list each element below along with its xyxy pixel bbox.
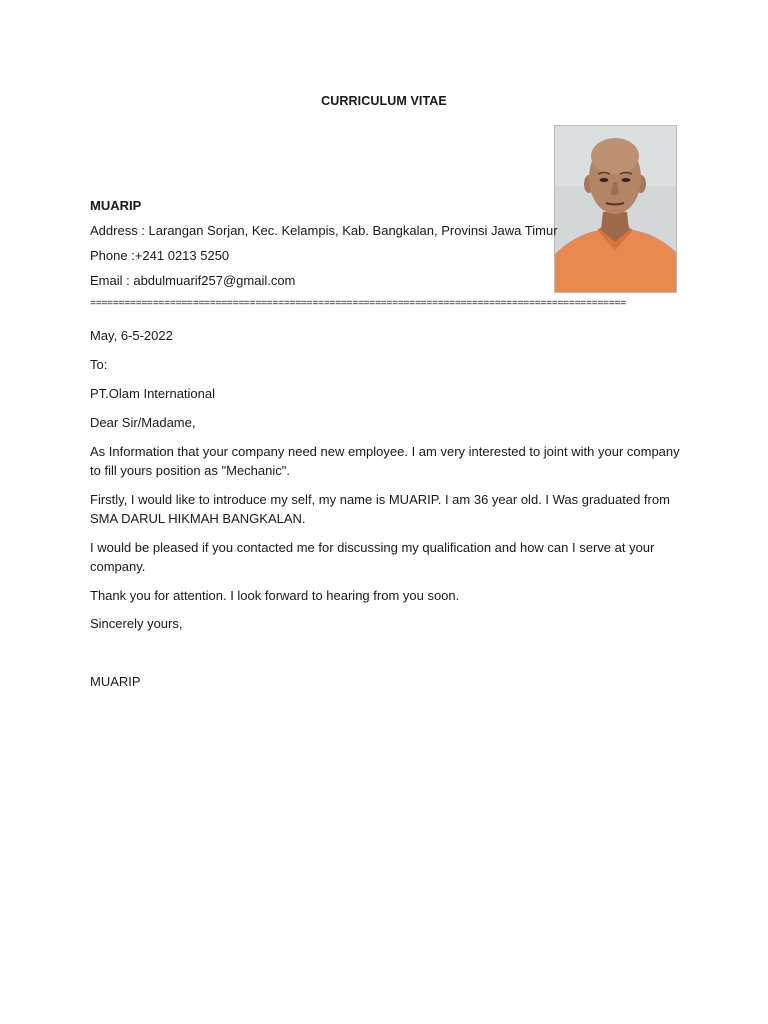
address-line: Address : Larangan Sorjan, Kec. Kelampis, Kab. Bangkalan, Provinsi Jawa Timur bbox=[90, 223, 558, 238]
letter-date: May, 6-5-2022 bbox=[90, 328, 173, 343]
recipient-label: To: bbox=[90, 357, 108, 372]
profile-photo bbox=[554, 125, 677, 293]
closing: Sincerely yours, bbox=[90, 616, 183, 631]
separator-line: ============================================================================================== bbox=[90, 299, 626, 310]
document-title: CURRICULUM VITAE bbox=[321, 94, 447, 108]
paragraph-2: Firstly, I would like to introduce my self, my name is MUARIP. I am 36 year old. I Was graduated from SMA DARUL HIKMAH BANGKALAN. bbox=[90, 492, 670, 526]
paragraph-1: As Information that your company need new employee. I am very interested to joint with your company to fill yours position as "Mechanic". bbox=[90, 444, 680, 478]
phone-line: Phone :+241 0213 5250 bbox=[90, 248, 230, 263]
signature-name: MUARIP bbox=[90, 674, 141, 689]
greeting: Dear Sir/Madame, bbox=[90, 415, 196, 430]
email-line: Email : abdulmuarif257@gmail.com bbox=[90, 273, 296, 288]
recipient-company: PT.Olam International bbox=[90, 386, 216, 401]
portrait-image bbox=[555, 126, 676, 292]
paragraph-4: Thank you for attention. I look forward to hearing from you soon. bbox=[90, 588, 460, 603]
applicant-name: MUARIP bbox=[90, 198, 142, 213]
paragraph-3: I would be pleased if you contacted me for discussing my qualification and how can I serve at your company. bbox=[90, 540, 655, 574]
